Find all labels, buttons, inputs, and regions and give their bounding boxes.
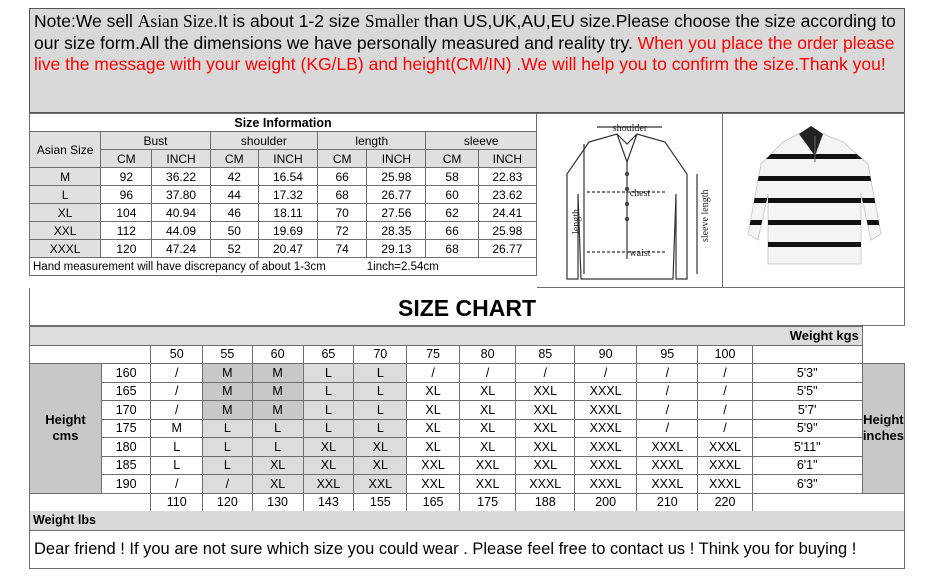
- weight-kg-header: 70: [354, 345, 407, 364]
- size-info-value: 62: [426, 204, 478, 222]
- size-cell: /: [459, 364, 516, 383]
- size-info-value: 72: [318, 222, 367, 240]
- size-cell: XL: [407, 401, 459, 420]
- size-cell: XXXL: [698, 456, 752, 475]
- size-cell: M: [252, 382, 303, 401]
- size-info-value: 16.54: [258, 168, 317, 186]
- size-chart-row: [30, 438, 905, 457]
- size-cell: XL: [354, 456, 407, 475]
- size-info-value: 25.98: [367, 168, 426, 186]
- size-cell: XXL: [459, 456, 516, 475]
- size-cell: L: [252, 438, 303, 457]
- size-cell: XL: [303, 438, 354, 457]
- weight-kg-header: 60: [252, 345, 303, 364]
- size-info-value: 18.11: [258, 204, 317, 222]
- size-cell: XXXL: [575, 401, 637, 420]
- size-info-value: 24.41: [478, 204, 536, 222]
- size-info-value: 60: [426, 186, 478, 204]
- height-inch-value: 5'7': [752, 401, 862, 420]
- size-cell: XXXL: [637, 438, 698, 457]
- size-cell: /: [698, 419, 752, 438]
- unit-header: INCH: [478, 150, 536, 168]
- size-info-value: 40.94: [152, 204, 210, 222]
- size-cell: L: [151, 438, 203, 457]
- size-cell: XXL: [516, 456, 575, 475]
- size-cell: /: [151, 382, 203, 401]
- weight-kg-header: 80: [459, 345, 516, 364]
- note-smaller: Smaller: [364, 11, 420, 31]
- size-info-value: 25.98: [478, 222, 536, 240]
- size-info-value: 26.77: [478, 240, 536, 258]
- size-chart-row: [30, 419, 905, 438]
- weight-kg-header: 50: [151, 345, 203, 364]
- size-cell: XL: [407, 438, 459, 457]
- size-label: XXL: [30, 222, 101, 240]
- weight-lbs-value: 175: [459, 493, 516, 512]
- size-cell: L: [303, 382, 354, 401]
- height-cm-value: 190: [101, 475, 150, 494]
- size-cell: XL: [459, 419, 516, 438]
- size-info-value: 29.13: [367, 240, 426, 258]
- weight-kg-header: 90: [575, 345, 637, 364]
- size-cell: XXXL: [637, 475, 698, 494]
- weight-lbs-value: 120: [203, 493, 252, 512]
- size-chart-row: [30, 382, 905, 401]
- size-cell: L: [303, 401, 354, 420]
- diagram-length-label: length: [571, 209, 582, 234]
- size-cell: XXXL: [637, 456, 698, 475]
- height-cms-label: Height cms: [30, 364, 102, 494]
- size-cell: /: [698, 382, 752, 401]
- weight-kgs-label: Weight kgs: [30, 327, 863, 346]
- size-cell: XXL: [303, 475, 354, 494]
- note-asian-size: Asian Size: [137, 11, 214, 31]
- size-label: L: [30, 186, 101, 204]
- note-red-text: When you place the order please live the message with your weight (KG/LB) and height(CM/IN) .We will help you to confirm the size.Thank you!: [34, 32, 895, 74]
- diagram-waist-label: waist: [629, 248, 651, 259]
- size-info-value: 52: [210, 240, 258, 258]
- size-label: XXXL: [30, 240, 101, 258]
- size-info-value: 26.77: [367, 186, 426, 204]
- diagram-sleeve-length-label: sleeve length: [700, 189, 711, 242]
- height-inch-value: 6'1": [752, 456, 862, 475]
- size-cell: XL: [303, 456, 354, 475]
- size-information-table: [29, 113, 537, 276]
- size-info-value: 70: [318, 204, 367, 222]
- size-cell: L: [252, 419, 303, 438]
- weight-kg-header: 85: [516, 345, 575, 364]
- height-cm-value: 185: [101, 456, 150, 475]
- size-info-value: 104: [101, 204, 152, 222]
- size-cell: XL: [459, 401, 516, 420]
- footer-message: Dear friend ! If you are not sure which size you could wear . Please feel free to contact us ! Think you for buying !: [29, 531, 905, 569]
- size-info-value: 120: [101, 240, 152, 258]
- height-cm-value: 160: [101, 364, 150, 383]
- size-cell: XXXL: [575, 419, 637, 438]
- size-cell: XXL: [459, 475, 516, 494]
- size-cell: L: [203, 456, 252, 475]
- size-cell: M: [203, 364, 252, 383]
- size-info-value: 42: [210, 168, 258, 186]
- unit-header: INCH: [258, 150, 317, 168]
- size-label: M: [30, 168, 101, 186]
- size-cell: L: [354, 401, 407, 420]
- size-info-value: 28.35: [367, 222, 426, 240]
- weight-lbs-value: 188: [516, 493, 575, 512]
- height-inch-value: 6'3": [752, 475, 862, 494]
- size-cell: XL: [354, 438, 407, 457]
- shirt-measurement-diagram: [537, 113, 723, 288]
- size-cell: M: [203, 382, 252, 401]
- weight-lbs-value: 130: [252, 493, 303, 512]
- size-cell: L: [303, 419, 354, 438]
- size-info-value: 23.62: [478, 186, 536, 204]
- size-info-value: 27.56: [367, 204, 426, 222]
- size-cell: XXL: [407, 456, 459, 475]
- size-cell: XL: [459, 438, 516, 457]
- unit-header: CM: [318, 150, 367, 168]
- height-inches-label: Height inches: [862, 364, 904, 494]
- size-info-value: 66: [318, 168, 367, 186]
- size-info-value: 50: [210, 222, 258, 240]
- size-cell: /: [698, 401, 752, 420]
- size-cell: M: [203, 401, 252, 420]
- size-cell: XL: [407, 419, 459, 438]
- size-cell: /: [407, 364, 459, 383]
- size-chart-row: [30, 475, 905, 494]
- weight-lbs-value: 110: [151, 493, 203, 512]
- size-cell: XXXL: [575, 475, 637, 494]
- blank-cell: [30, 345, 151, 364]
- size-info-value: 36.22: [152, 168, 210, 186]
- size-chart-row: [30, 456, 905, 475]
- weight-kg-header: 55: [203, 345, 252, 364]
- size-cell: L: [203, 438, 252, 457]
- size-cell: XXXL: [698, 475, 752, 494]
- size-info-value: 58: [426, 168, 478, 186]
- size-cell: L: [354, 419, 407, 438]
- size-cell: XXXL: [516, 475, 575, 494]
- blank-cell: [752, 345, 862, 364]
- size-chart-table: [29, 326, 905, 512]
- unit-header: CM: [210, 150, 258, 168]
- size-cell: XXXL: [698, 438, 752, 457]
- unit-header: INCH: [152, 150, 210, 168]
- weight-kg-header: 100: [698, 345, 752, 364]
- size-cell: XL: [252, 475, 303, 494]
- size-cell: XXL: [516, 401, 575, 420]
- diagram-chest-label: chest: [629, 188, 651, 199]
- size-cell: XXL: [407, 475, 459, 494]
- size-cell: L: [203, 419, 252, 438]
- size-info-value: 74: [318, 240, 367, 258]
- size-info-value: 47.24: [152, 240, 210, 258]
- weight-lbs-label: Weight lbs: [29, 511, 905, 531]
- size-info-title: Size Information: [30, 114, 537, 132]
- height-cm-value: 180: [101, 438, 150, 457]
- weight-lbs-value: 220: [698, 493, 752, 512]
- note-part3: than US,UK,AU,EU size.Please choose the size according to our size form.All the dimensions we have personally measured and reality try.: [34, 11, 896, 53]
- shirt-outline-icon: [537, 114, 722, 289]
- group-header: sleeve: [426, 132, 537, 150]
- unit-header: INCH: [367, 150, 426, 168]
- weight-lbs-value: 200: [575, 493, 637, 512]
- size-cell: XXXL: [575, 456, 637, 475]
- weight-lbs-value: 165: [407, 493, 459, 512]
- size-info-row: [30, 186, 537, 204]
- size-chart-row: [30, 401, 905, 420]
- size-info-value: 96: [101, 186, 152, 204]
- size-label: XL: [30, 204, 101, 222]
- size-info-value: 44.09: [152, 222, 210, 240]
- size-info-row: [30, 204, 537, 222]
- size-cell: /: [575, 364, 637, 383]
- height-inch-value: 5'5": [752, 382, 862, 401]
- size-cell: XXL: [354, 475, 407, 494]
- size-info-value: 44: [210, 186, 258, 204]
- size-cell: /: [151, 401, 203, 420]
- size-info-value: 22.83: [478, 168, 536, 186]
- size-cell: XXL: [516, 419, 575, 438]
- size-cell: XXXL: [575, 438, 637, 457]
- unit-header: CM: [426, 150, 478, 168]
- size-cell: /: [151, 475, 203, 494]
- weight-lbs-value: 143: [303, 493, 354, 512]
- size-info-value: 37.80: [152, 186, 210, 204]
- height-cm-value: 170: [101, 401, 150, 420]
- weight-kg-header: 75: [407, 345, 459, 364]
- size-cell: XXL: [516, 382, 575, 401]
- size-note: [29, 8, 905, 113]
- unit-header: CM: [101, 150, 152, 168]
- size-cell: XL: [459, 382, 516, 401]
- note-prefix: Note:We sell: [34, 11, 138, 31]
- weight-kg-header: 95: [637, 345, 698, 364]
- group-header: Bust: [101, 132, 210, 150]
- size-info-value: 66: [426, 222, 478, 240]
- size-info-row: [30, 222, 537, 240]
- height-inch-value: 5'9": [752, 419, 862, 438]
- size-cell: L: [354, 382, 407, 401]
- size-cell: M: [252, 401, 303, 420]
- weight-lbs-value: 155: [354, 493, 407, 512]
- inch-conversion-note: 1inch=2.54cm: [367, 258, 537, 276]
- size-info-value: 92: [101, 168, 152, 186]
- asian-size-header: Asian Size: [30, 132, 101, 168]
- size-info-value: 68: [426, 240, 478, 258]
- size-info-value: 112: [101, 222, 152, 240]
- size-info-value: 17.32: [258, 186, 317, 204]
- note-part2: .It is about 1-2 size: [213, 11, 365, 31]
- hand-measurement-note: Hand measurement will have discrepancy of about 1-3cm: [30, 258, 367, 276]
- weight-kg-header: 65: [303, 345, 354, 364]
- size-cell: /: [151, 364, 203, 383]
- size-cell: L: [354, 364, 407, 383]
- size-cell: /: [516, 364, 575, 383]
- size-cell: XL: [407, 382, 459, 401]
- size-cell: L: [303, 364, 354, 383]
- size-cell: M: [252, 364, 303, 383]
- size-chart-title: SIZE CHART: [29, 288, 905, 326]
- sweater-product-image: [723, 113, 905, 288]
- size-cell: M: [151, 419, 203, 438]
- blank-cell: [30, 493, 151, 512]
- size-info-value: 19.69: [258, 222, 317, 240]
- size-info-value: 46: [210, 204, 258, 222]
- size-cell: XL: [252, 456, 303, 475]
- height-inch-value: 5'11": [752, 438, 862, 457]
- sweater-icon: [723, 114, 904, 289]
- size-info-value: 20.47: [258, 240, 317, 258]
- size-info-row: [30, 240, 537, 258]
- size-cell: /: [637, 401, 698, 420]
- blank-cell: [752, 493, 904, 512]
- height-inch-value: 5'3": [752, 364, 862, 383]
- weight-lbs-value: 210: [637, 493, 698, 512]
- size-cell: XXL: [516, 438, 575, 457]
- height-cm-value: 175: [101, 419, 150, 438]
- size-cell: /: [637, 364, 698, 383]
- size-cell: XXXL: [575, 382, 637, 401]
- diagram-shoulder-label: shoulder: [612, 123, 648, 134]
- size-chart-row: [30, 364, 905, 383]
- size-cell: /: [637, 382, 698, 401]
- size-info-row: [30, 168, 537, 186]
- size-info-value: 68: [318, 186, 367, 204]
- group-header: length: [318, 132, 426, 150]
- group-header: shoulder: [210, 132, 317, 150]
- height-cm-value: 165: [101, 382, 150, 401]
- size-cell: /: [698, 364, 752, 383]
- size-cell: /: [203, 475, 252, 494]
- size-cell: /: [637, 419, 698, 438]
- size-cell: L: [151, 456, 203, 475]
